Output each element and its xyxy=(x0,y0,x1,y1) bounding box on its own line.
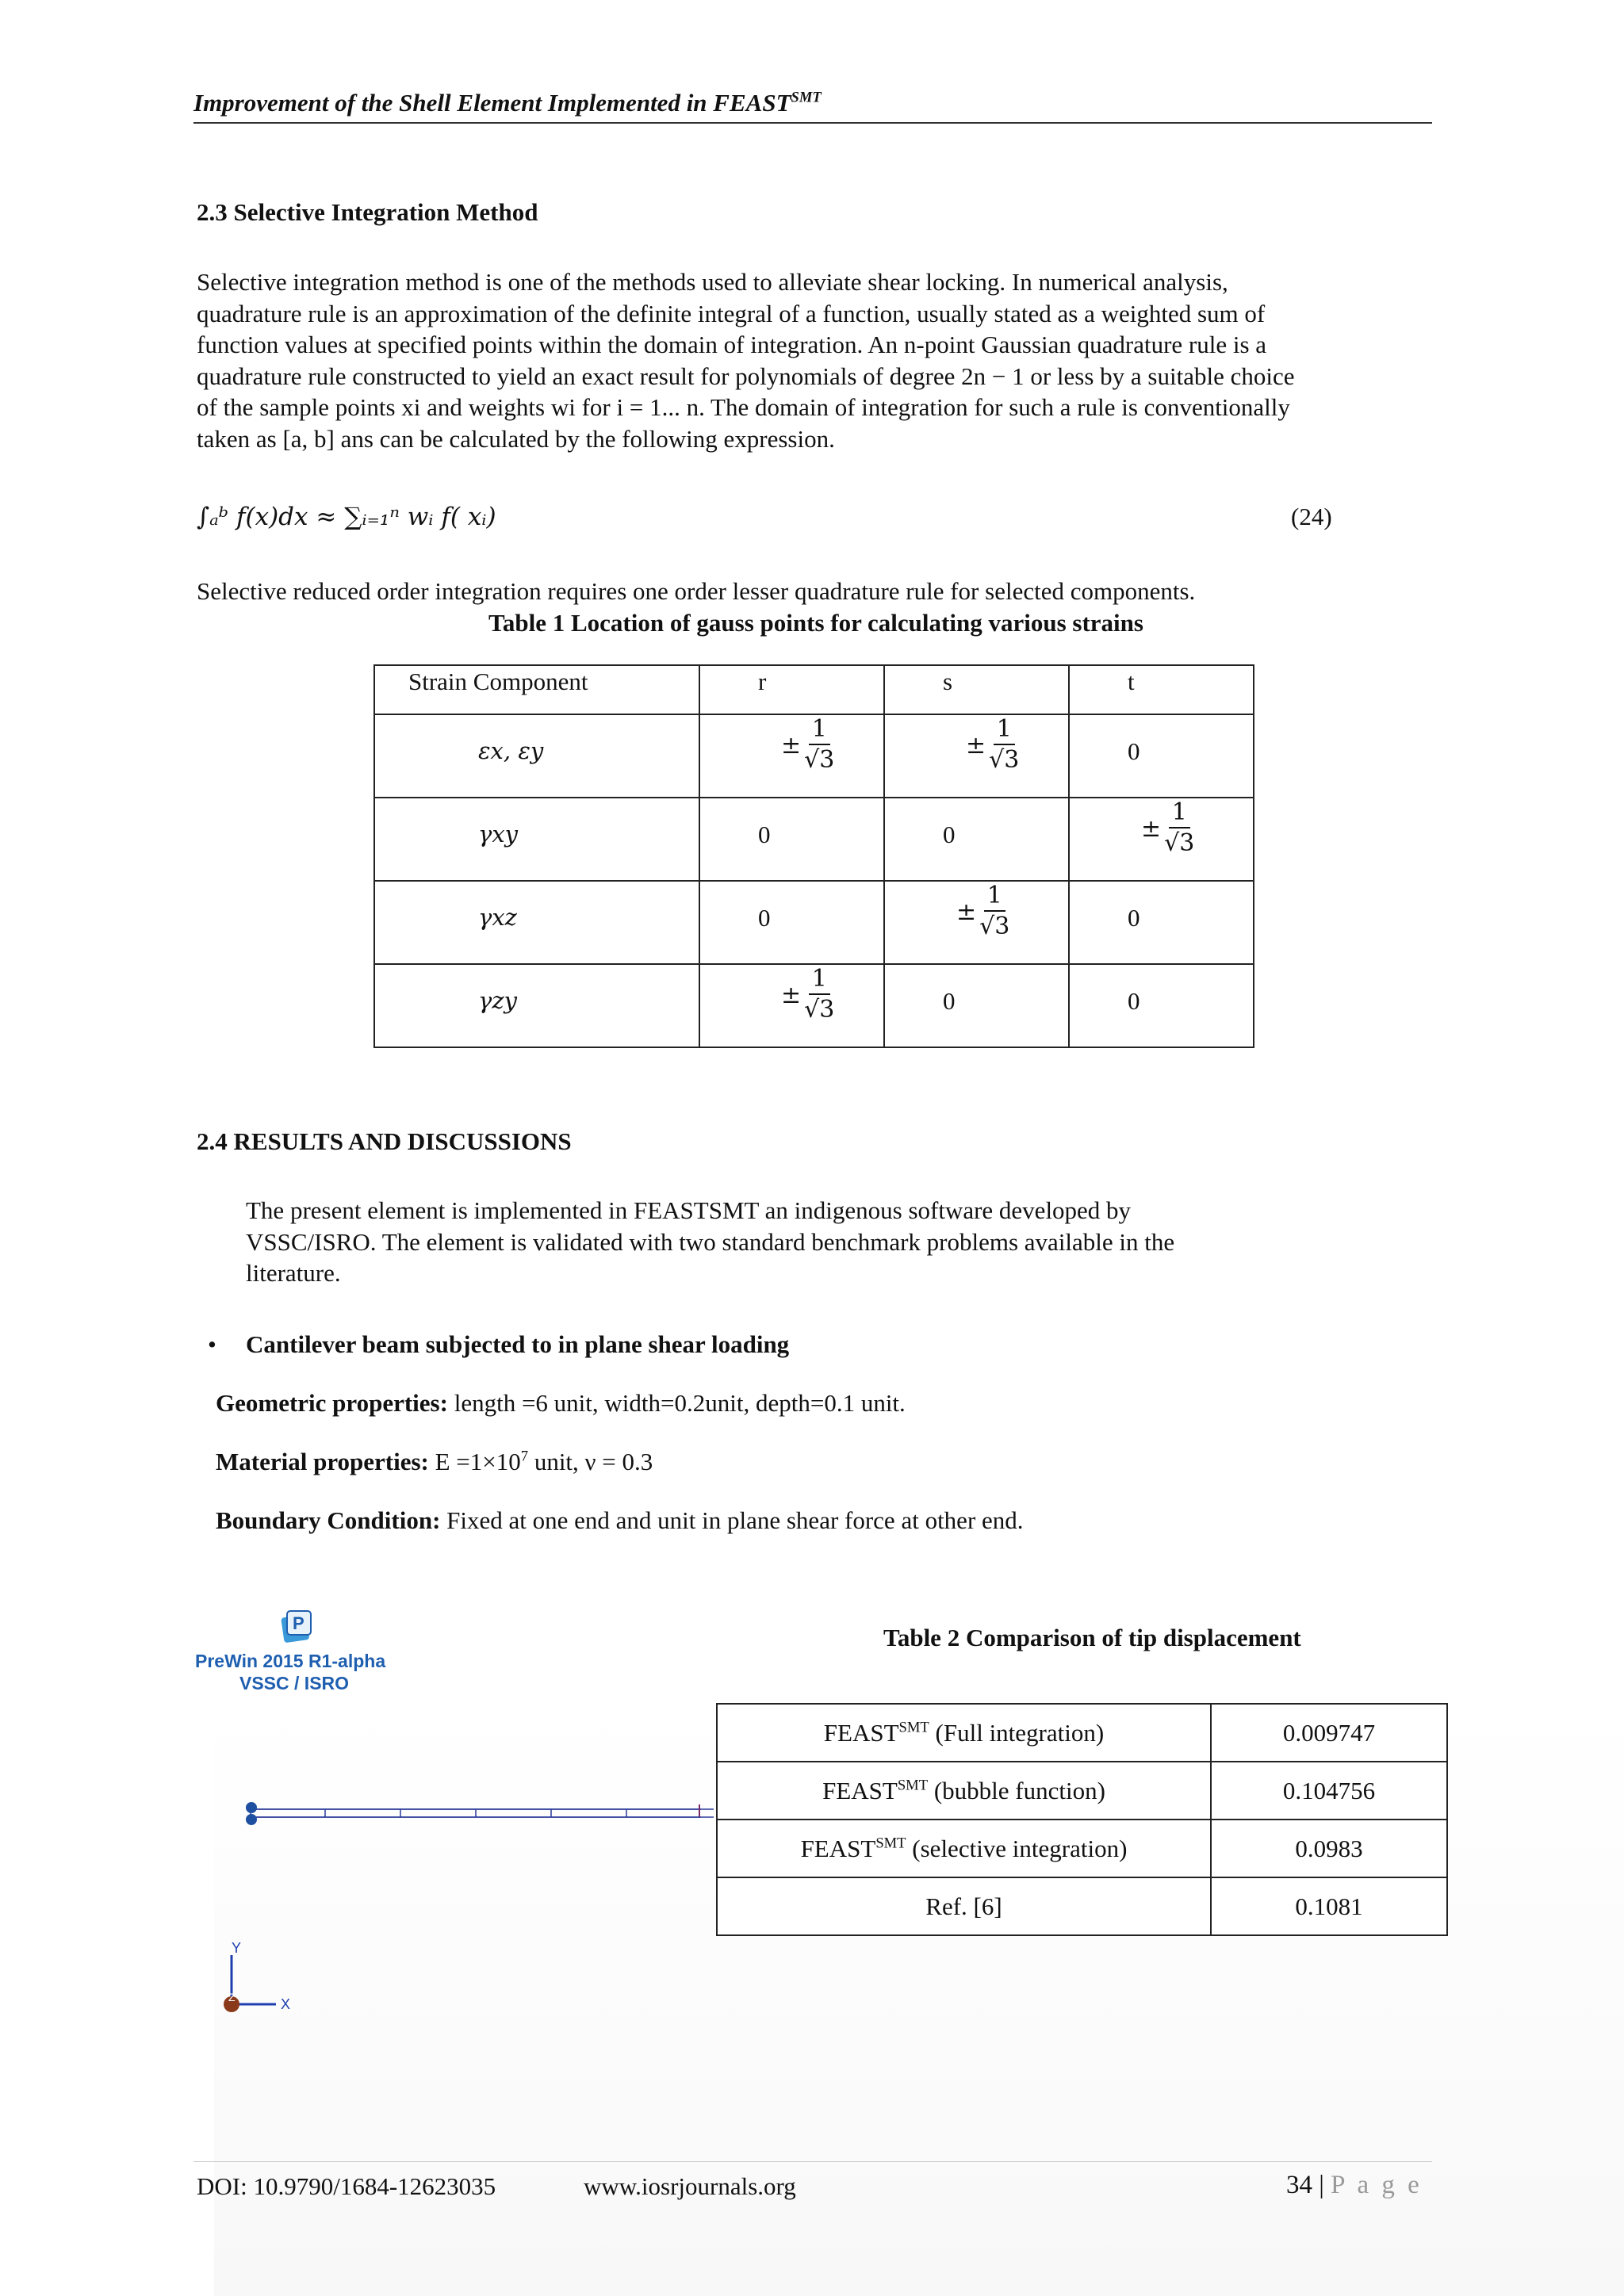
material-properties: Material properties: $E =1\times 10^7$ unit, ν = 0.3 xyxy=(216,1448,653,1475)
geometric-properties xyxy=(216,1389,906,1418)
table1-caption: Table 1 Location of gauss points for calculating various strains xyxy=(488,609,1143,637)
table-row xyxy=(374,881,1254,964)
footer-page xyxy=(1286,2171,1423,2200)
paragraph-line: quadrature rule constructed to yield an exact result for polynomials of degree 2n − 1 or less by a suitable choice xyxy=(197,362,1295,390)
material-label: Material properties: xyxy=(216,1448,429,1475)
header-cell: r xyxy=(699,665,884,714)
after-equation-text: Selective reduced order integration requires one order lesser quadrature rule for selected components. xyxy=(197,577,1196,605)
s-cell: 0 xyxy=(884,964,1069,1047)
geometric-label: Geometric properties: xyxy=(216,1389,448,1417)
table-row xyxy=(374,798,1254,881)
r-cell: 0 xyxy=(699,881,884,964)
paragraph-line: of the sample points xi and weights wi for i = 1... n. The domain of integration for such a rule is conventionally xyxy=(197,393,1290,421)
boundary-condition xyxy=(216,1506,1024,1535)
t-cell: 0 xyxy=(1069,964,1254,1047)
footer-rule xyxy=(193,2161,1432,2162)
axis-x-label: X xyxy=(281,1996,291,2012)
s-cell: 0 xyxy=(884,798,1069,881)
table-tip-displacement xyxy=(716,1703,1448,1936)
page-number: 34 xyxy=(1286,2171,1312,2199)
method-cell: $FEAST^{SMT}$ (Full integration) xyxy=(717,1704,1211,1762)
header-cell: Strain Component xyxy=(374,665,699,714)
table-header-row xyxy=(374,665,1254,714)
method-cell: $FEAST^{SMT}$ (selective integration) xyxy=(717,1820,1211,1877)
table-gauss-points xyxy=(373,664,1254,1048)
axis-y-label: Y xyxy=(232,1941,242,1956)
value-cell: 0.1081 xyxy=(1211,1877,1447,1935)
header-cell: s xyxy=(884,665,1069,714)
paragraph-line: The present element is implemented in FEASTSMT an indigenous software developed by xyxy=(246,1196,1132,1224)
running-header xyxy=(193,89,1432,124)
strain-label-cell: γxz xyxy=(374,881,699,964)
equation-24: ∫ₐᵇ f(x)dx ≈ ∑ᵢ₌₁ⁿ wᵢ f( xᵢ) xyxy=(197,503,496,531)
t-cell: 0 xyxy=(1069,714,1254,798)
value-cell: 0.104756 xyxy=(1211,1762,1447,1820)
section-heading-2-3: 2.3 Selective Integration Method xyxy=(197,198,538,226)
beam-mesh-figure xyxy=(238,1792,714,1839)
boundary-value: Fixed at one end and unit in plane shear force at other end. xyxy=(440,1506,1024,1534)
bullet-title: Cantilever beam subjected to in plane shear loading xyxy=(246,1330,790,1358)
table-row xyxy=(717,1704,1447,1762)
footer-doi: DOI: 10.9790/1684-12623035 xyxy=(197,2172,496,2200)
header-cell: t xyxy=(1069,665,1254,714)
r-cell: 0 xyxy=(699,798,884,881)
table2-caption: Table 2 Comparison of tip displacement xyxy=(883,1624,1301,1651)
strain-label-cell: εx, εy xyxy=(374,714,699,798)
strain-label-cell: γzy xyxy=(374,964,699,1047)
strain-label-cell: γxy xyxy=(374,798,699,881)
axis-triad-icon xyxy=(214,1941,301,2012)
paragraph-line: quadrature rule is an approximation of the definite integral of a function, usually stated as a weighted sum of xyxy=(197,299,1266,327)
s-cell: ± $\frac{1}{√3}$ xyxy=(884,881,1069,964)
paragraph-line: VSSC/ISRO. The element is validated with two standard benchmark problems available in the xyxy=(246,1227,1175,1256)
paragraph-line: Selective integration method is one of the methods used to alleviate shear locking. In numerical analysis, xyxy=(197,268,1228,296)
table-row xyxy=(717,1877,1447,1935)
table-row xyxy=(717,1820,1447,1877)
header-title-sup: SMT xyxy=(791,89,822,106)
page-label: P a g e xyxy=(1331,2171,1423,2199)
section-2-3-paragraph xyxy=(197,266,1435,454)
bullet-dot-icon: • xyxy=(208,1330,216,1358)
table-row xyxy=(717,1762,1447,1820)
fixed-node xyxy=(246,1802,257,1813)
header-title: Improvement of the Shell Element Implemented in FEAST xyxy=(193,89,791,117)
section-heading-2-4: 2.4 RESULTS AND DISCUSSIONS xyxy=(197,1127,572,1155)
prewin-subtitle: VSSC / ISRO xyxy=(239,1673,350,1693)
geometric-value: length =6 unit, width=0.2unit, depth=0.1 unit. xyxy=(447,1389,906,1417)
paragraph-line: literature. xyxy=(246,1259,341,1287)
section-2-4-paragraph xyxy=(246,1195,1350,1289)
footer-website[interactable]: www.iosrjournals.org xyxy=(584,2172,796,2200)
table-row xyxy=(374,964,1254,1047)
boundary-label: Boundary Condition: xyxy=(216,1506,441,1534)
logo-letter: P xyxy=(293,1613,304,1633)
method-cell: Ref. [6] xyxy=(717,1877,1211,1935)
prewin-logo-icon xyxy=(278,1608,316,1646)
fixed-node xyxy=(246,1814,257,1825)
method-cell: $FEAST^{SMT}$ (bubble function) xyxy=(717,1762,1211,1820)
value-cell: 0.009747 xyxy=(1211,1704,1447,1762)
table-row xyxy=(374,714,1254,798)
r-cell: ± $\frac{1}{√3}$ xyxy=(699,964,884,1047)
prewin-title: PreWin 2015 R1-alpha xyxy=(195,1651,386,1671)
t-cell: ± $\frac{1}{√3}$ xyxy=(1069,798,1254,881)
equation-number: (24) xyxy=(1291,503,1332,530)
t-cell: 0 xyxy=(1069,881,1254,964)
paragraph-line: function values at specified points within the domain of integration. An n-point Gaussian quadrature rule is a xyxy=(197,331,1267,358)
s-cell: ± $\frac{1}{√3}$ xyxy=(884,714,1069,798)
page-separator: | xyxy=(1319,2171,1324,2199)
r-cell: ± $\frac{1}{√3}$ xyxy=(699,714,884,798)
beam-outline xyxy=(251,1809,714,1817)
value-cell: 0.0983 xyxy=(1211,1820,1447,1877)
paragraph-line: taken as [a, b] ans can be calculated by the following expression. xyxy=(197,424,835,453)
axis-z-label: Z xyxy=(228,1991,236,2003)
